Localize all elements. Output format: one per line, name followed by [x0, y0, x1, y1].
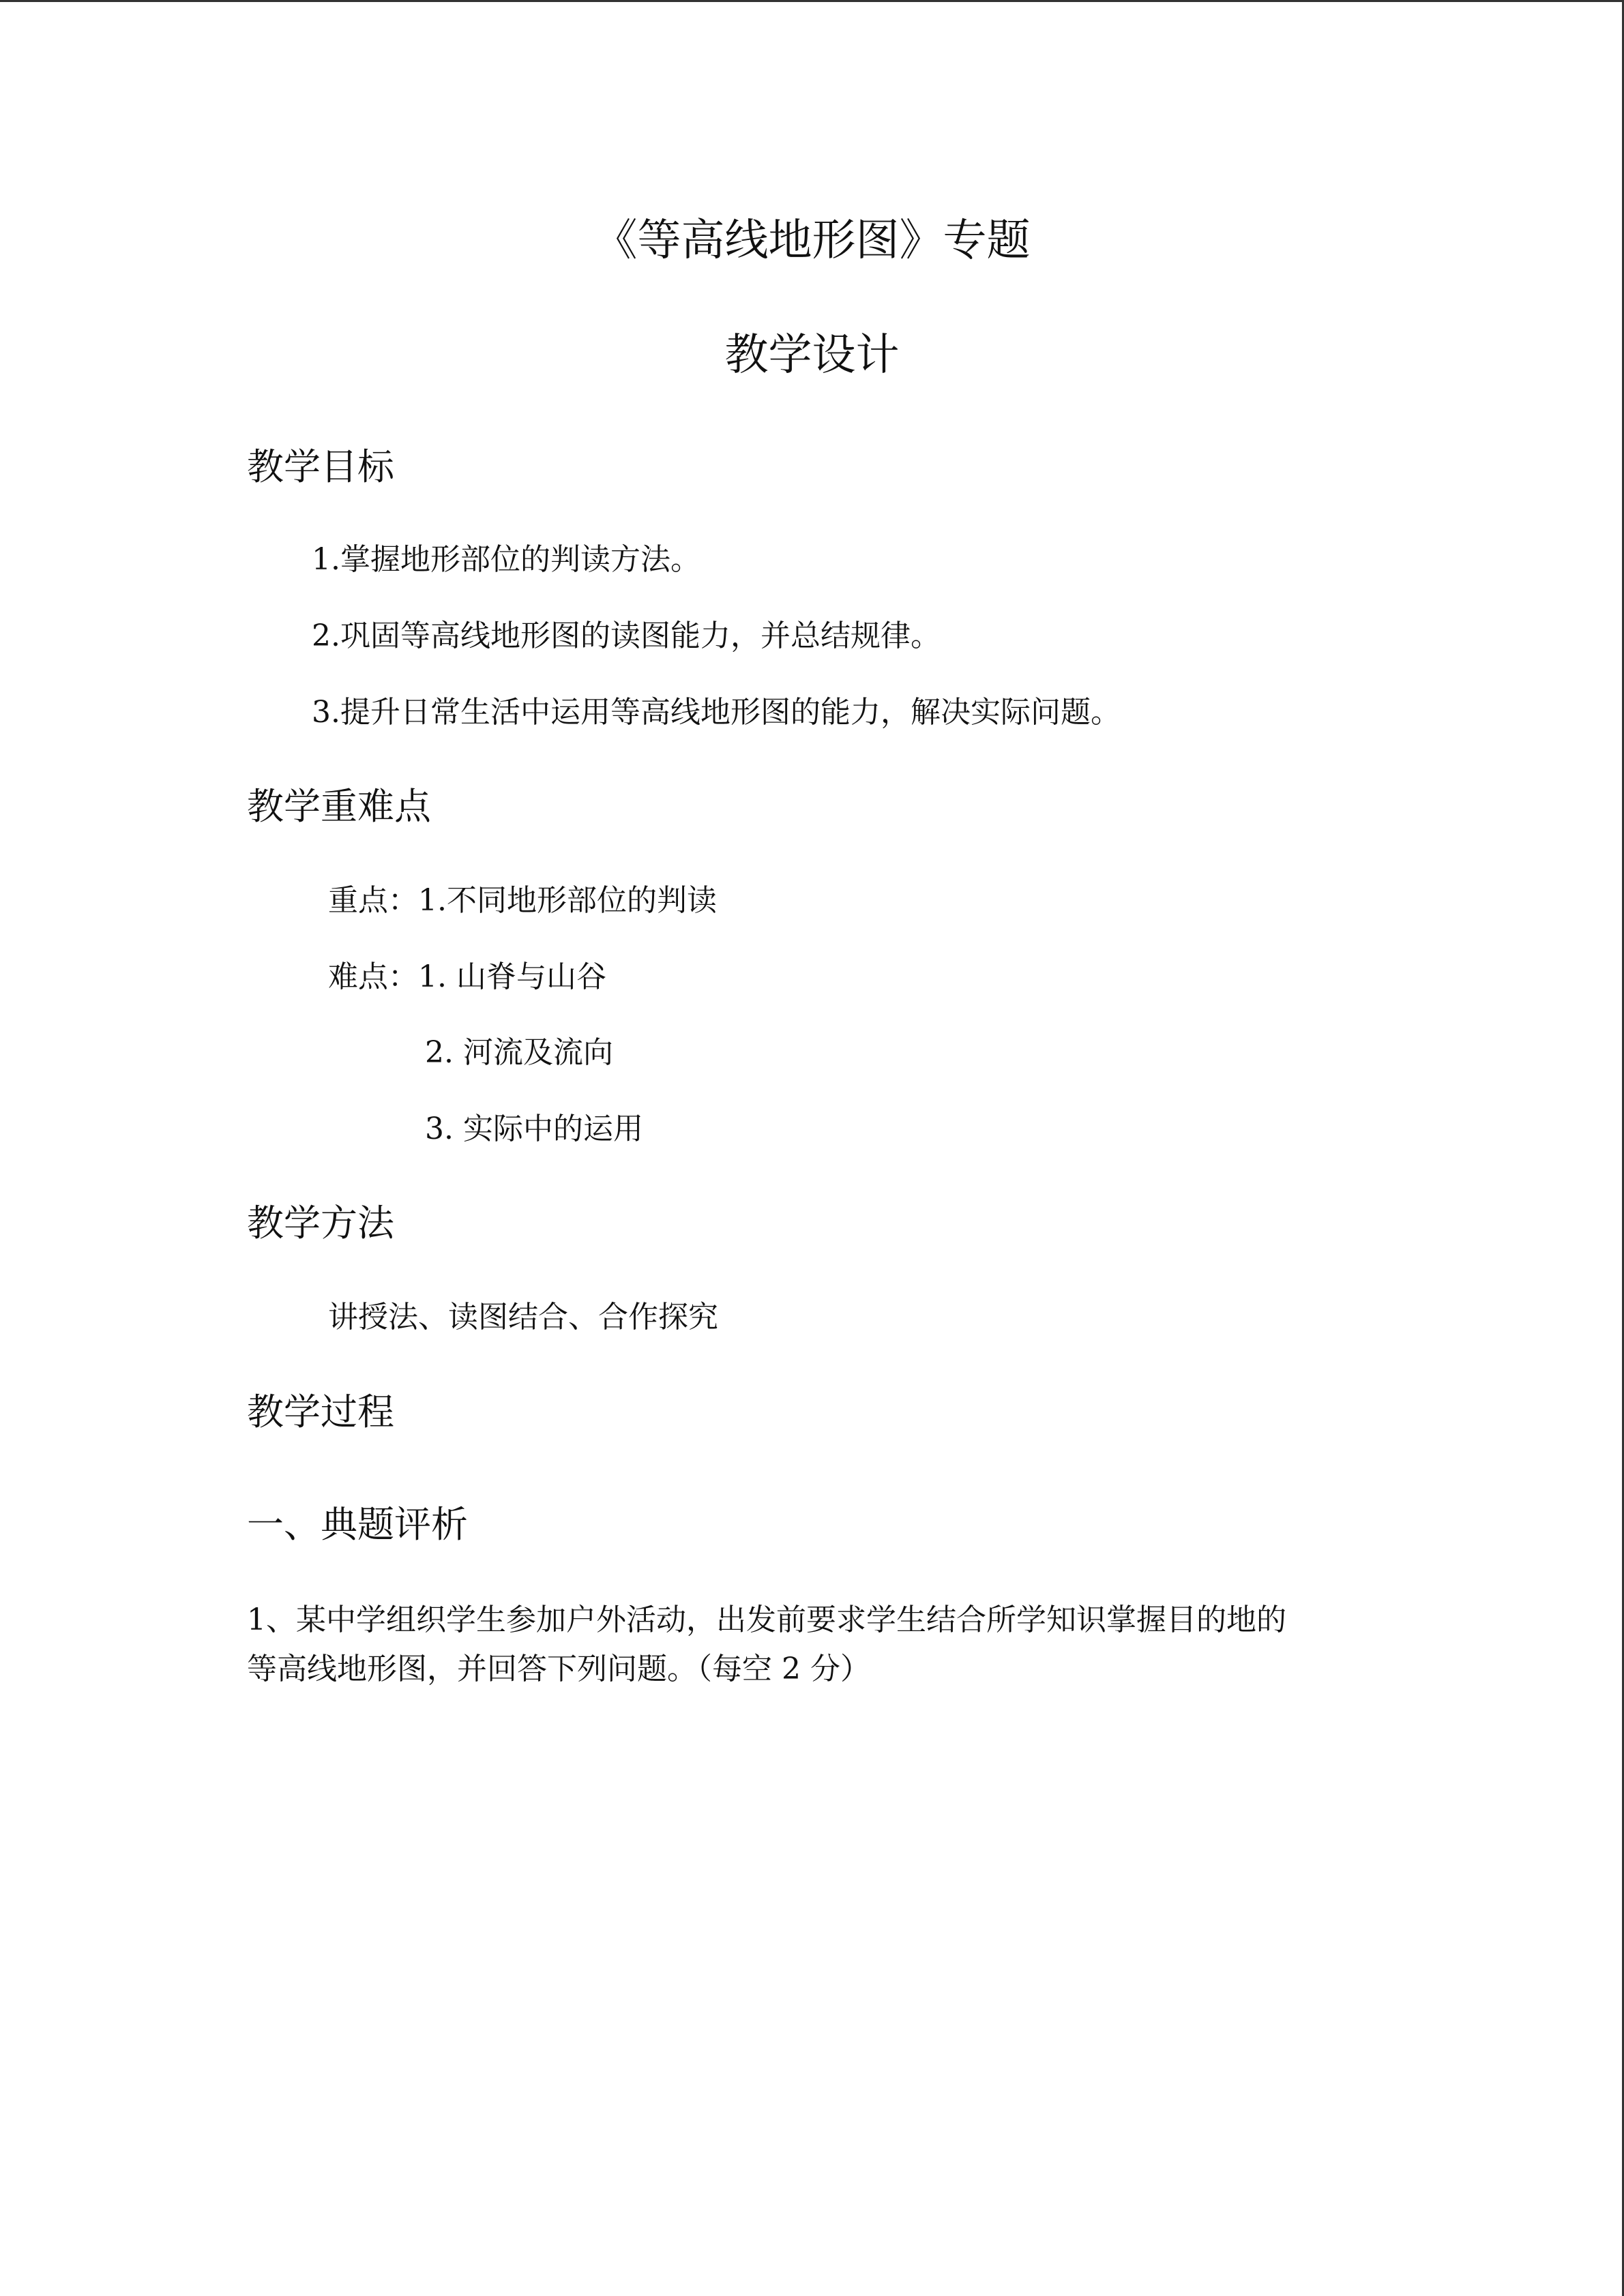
- methods-text: 讲授法、读图结合、合作探究: [328, 1300, 718, 1335]
- question-line-1: 1、某中学组织学生参加户外活动，出发前要求学生结合所学知识掌握目的地的: [247, 1602, 1286, 1637]
- difficult-point-3: 3. 实际中的运用: [425, 1112, 643, 1146]
- key-point-line: 重点：1.不同地形部位的判读: [328, 883, 717, 918]
- objectives-heading: 教学目标: [247, 445, 394, 488]
- key-points-heading: 教学重难点: [247, 785, 431, 828]
- methods-heading: 教学方法: [247, 1202, 394, 1244]
- document-subtitle: 教学设计: [724, 330, 900, 381]
- question-line-2: 等高线地形图，并回答下列问题。（每空 2 分）: [247, 1652, 870, 1686]
- document-title: 《等高线地形图》专题: [593, 215, 1031, 266]
- objective-item-1: 1.掌握地形部位的判读方法。: [312, 542, 700, 577]
- objective-item-3: 3.提升日常生活中运用等高线地形图的能力，解决实际问题。: [312, 695, 1121, 730]
- difficult-point-1: 难点：1. 山脊与山谷: [328, 959, 606, 994]
- difficult-point-2: 2. 河流及流向: [425, 1035, 613, 1070]
- objective-item-2: 2.巩固等高线地形图的读图能力，并总结规律。: [312, 618, 941, 653]
- section-one-heading: 一、典题评析: [247, 1503, 468, 1546]
- process-heading: 教学过程: [247, 1390, 394, 1433]
